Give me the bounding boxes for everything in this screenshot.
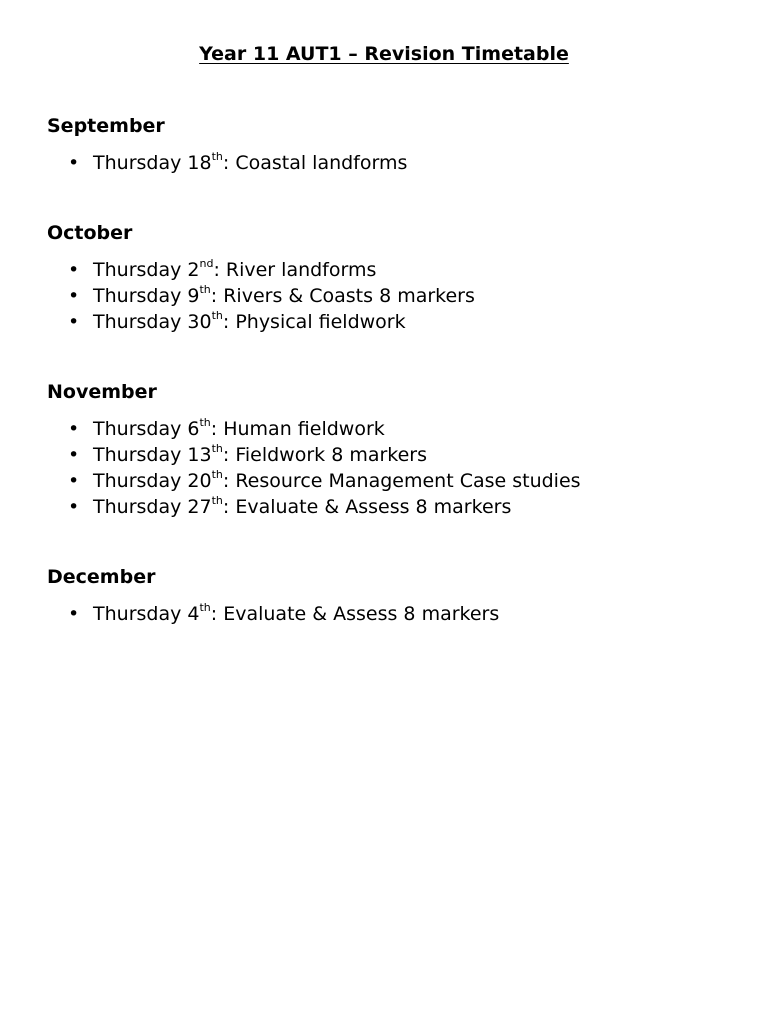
- entry-list: [47, 150, 727, 176]
- date-ordinal-suffix: th: [199, 282, 211, 296]
- entry-date: Thursday 6: [93, 418, 200, 440]
- month-section-december: [47, 565, 727, 627]
- date-ordinal-suffix: nd: [199, 256, 214, 270]
- date-ordinal-suffix: th: [211, 149, 223, 163]
- bullet-icon: •: [68, 418, 80, 440]
- list-item: [47, 150, 727, 176]
- entry-list: [47, 601, 727, 627]
- entry-date: Thursday 13: [93, 444, 212, 466]
- bullet-icon: •: [68, 603, 80, 625]
- entry-topic: : Coastal landforms: [222, 152, 408, 174]
- entry-topic: : Evaluate & Assess 8 markers: [222, 496, 512, 518]
- date-ordinal-suffix: th: [211, 441, 223, 455]
- entry-topic: : Evaluate & Assess 8 markers: [210, 603, 500, 625]
- entry-topic: : Human fieldwork: [210, 418, 385, 440]
- month-heading: October: [47, 222, 133, 244]
- date-ordinal-suffix: th: [199, 600, 211, 614]
- entry-topic: : Resource Management Case studies: [222, 470, 581, 492]
- entry-date: Thursday 20: [93, 470, 212, 492]
- entry-list: [47, 257, 727, 335]
- month-heading: September: [47, 115, 165, 137]
- month-section-november: [47, 380, 727, 520]
- entry-topic: : Fieldwork 8 markers: [222, 444, 428, 466]
- bullet-icon: •: [68, 152, 80, 174]
- entry-date: Thursday 27: [93, 496, 212, 518]
- month-heading: November: [47, 381, 157, 403]
- entry-topic: : Physical fieldwork: [222, 311, 406, 333]
- bullet-icon: •: [68, 444, 80, 466]
- entry-date: Thursday 18: [93, 152, 212, 174]
- list-item: [47, 494, 727, 520]
- date-ordinal-suffix: th: [211, 493, 223, 507]
- page-title: Year 11 AUT1 – Revision Timetable: [199, 43, 569, 65]
- list-item: [47, 257, 727, 283]
- list-item: [47, 283, 727, 309]
- bullet-icon: •: [68, 311, 80, 333]
- list-item: [47, 416, 727, 442]
- list-item: [47, 601, 727, 627]
- entry-topic: : Rivers & Coasts 8 markers: [210, 285, 475, 307]
- entry-date: Thursday 9: [93, 285, 200, 307]
- date-ordinal-suffix: th: [211, 308, 223, 322]
- month-heading: December: [47, 566, 156, 588]
- date-ordinal-suffix: th: [211, 467, 223, 481]
- bullet-icon: •: [68, 285, 80, 307]
- entry-list: [47, 416, 727, 520]
- list-item: [47, 309, 727, 335]
- month-section-october: [47, 221, 727, 335]
- list-item: [47, 442, 727, 468]
- month-section-september: [47, 114, 727, 176]
- bullet-icon: •: [68, 496, 80, 518]
- entry-date: Thursday 4: [93, 603, 200, 625]
- entry-date: Thursday 30: [93, 311, 212, 333]
- entry-date: Thursday 2: [93, 259, 200, 281]
- list-item: [47, 468, 727, 494]
- entry-topic: : River landforms: [213, 259, 377, 281]
- bullet-icon: •: [68, 470, 80, 492]
- bullet-icon: •: [68, 259, 80, 281]
- date-ordinal-suffix: th: [199, 415, 211, 429]
